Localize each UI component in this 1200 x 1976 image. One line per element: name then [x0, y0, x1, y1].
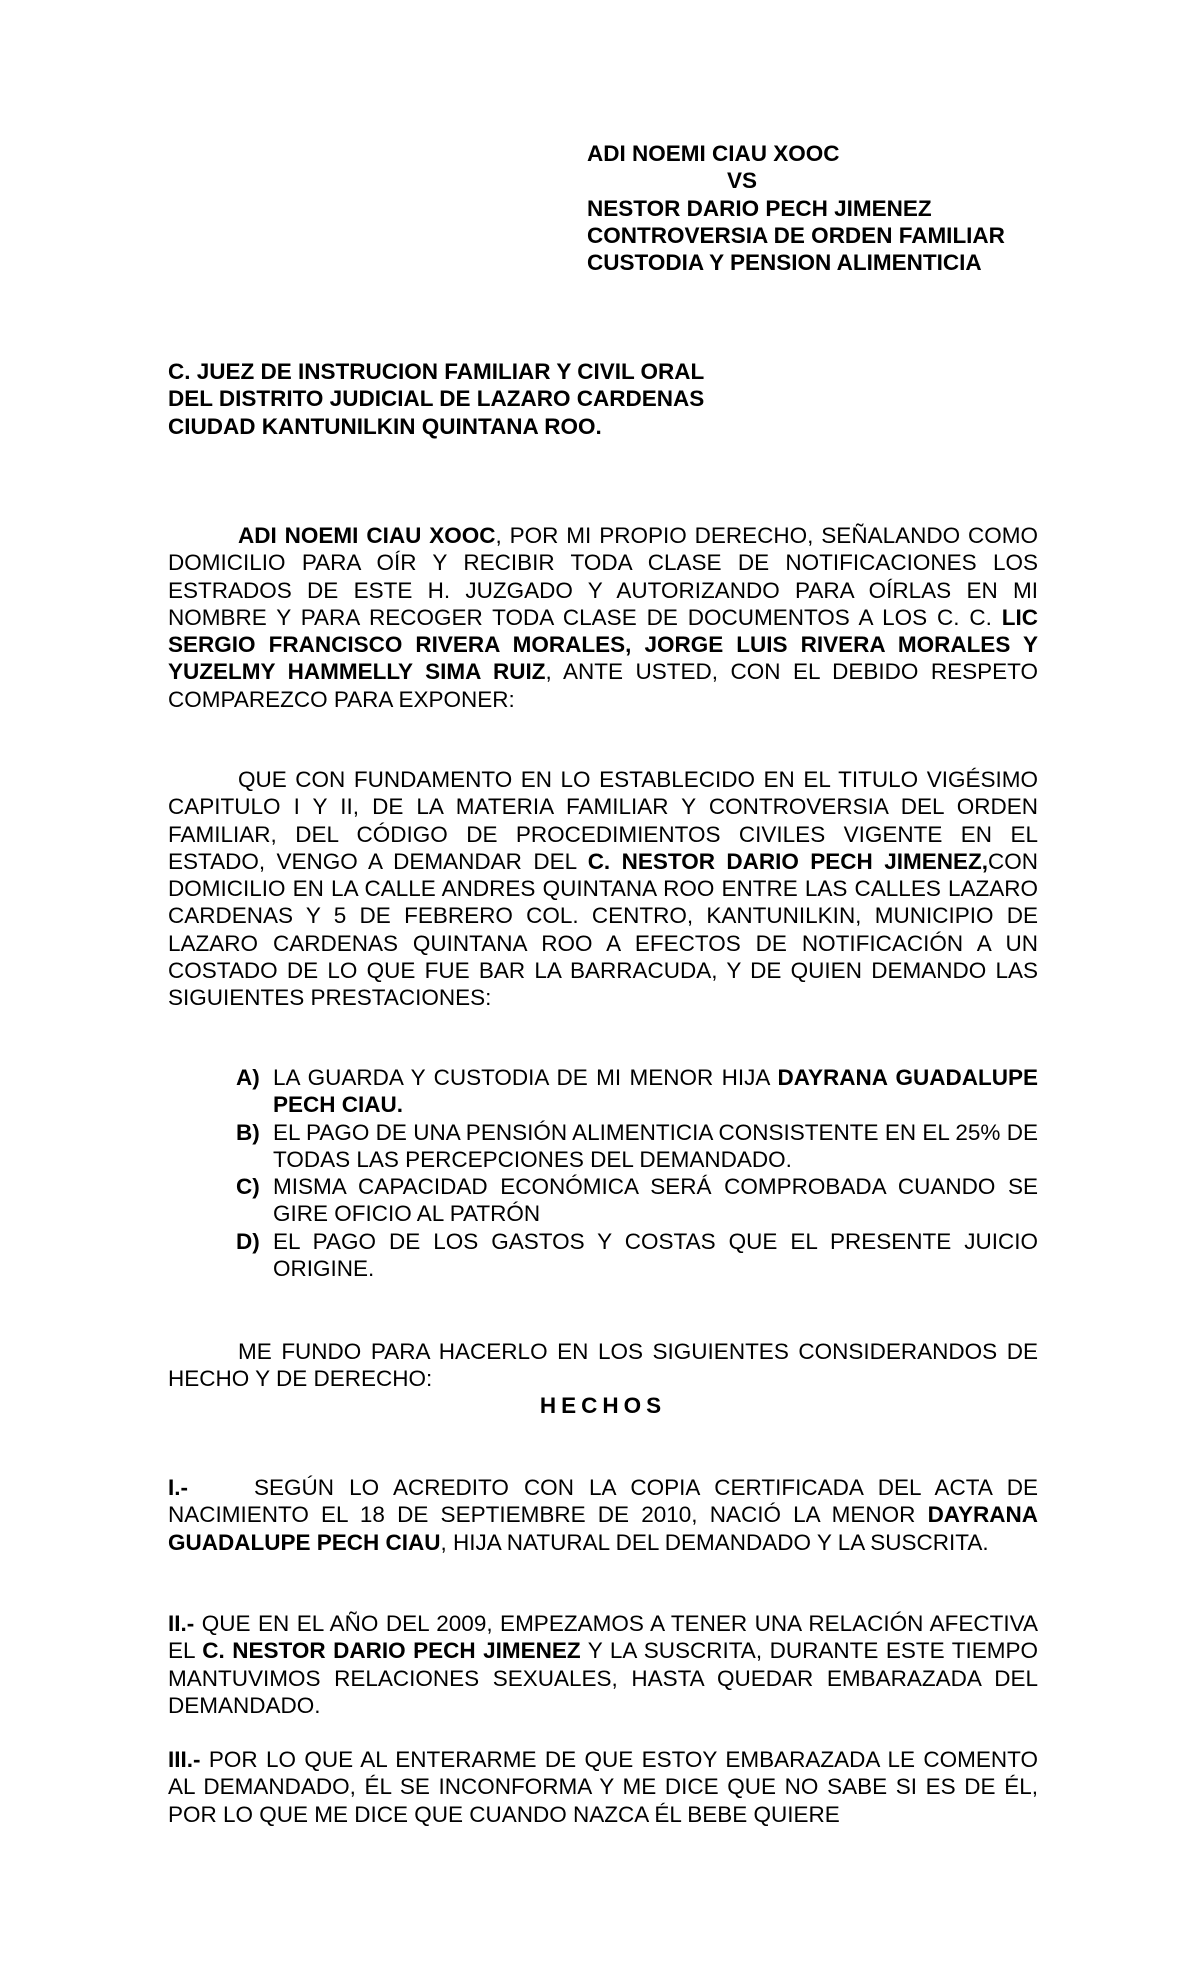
fundamento-text-2: CON DOMICILIO EN LA CALLE ANDRES QUINTANA ROO ENTRE LAS CALLES LAZARO CARDENAS Y 5 DE FEBRERO COL. CENTRO, KANTUNILKIN, MUNICIPIO DE LAZARO CARDENAS QUINTANA ROO A EFECTOS DE NOTIFICACIÓN A UN COSTADO DE LO QUE FUE BAR LA BARRACUDA, Y DE QUIEN DEMANDO LAS SIGUIENTES PRESTACIONES:	[168, 848, 1038, 1011]
list-item-text: LA GUARDA Y CUSTODIA DE MI MENOR HIJA	[273, 1065, 778, 1090]
list-item	[236, 1064, 1038, 1119]
addressee-line-1: C. JUEZ DE INSTRUCION FAMILIAR Y CIVIL ORAL	[168, 359, 705, 384]
intro-lawyers: LIC SERGIO FRANCISCO RIVERA MORALES, JORGE LUIS RIVERA MORALES Y YUZELMY HAMMELLY SIMA RUIZ	[168, 604, 1038, 685]
hecho-text-1: SEGÚN LO ACREDITO CON LA COPIA CERTIFICADA DEL ACTA DE NACIMIENTO EL 18 DE SEPTIEMBRE DE 2010, NACIÓ LA MENOR	[168, 1475, 1038, 1528]
hecho-text-2: , HIJA NATURAL DEL DEMANDADO Y LA SUSCRITA.	[440, 1529, 989, 1555]
hecho-2	[168, 1610, 1038, 1719]
list-item-bold: DAYRANA GUADALUPE PECH CIAU.	[273, 1065, 1038, 1118]
caption-proceeding: CONTROVERSIA DE ORDEN FAMILIAR	[587, 222, 1005, 248]
fundamento-defendant: C. NESTOR DARIO PECH JIMENEZ,	[587, 848, 988, 874]
caption-vs: VS	[727, 168, 758, 194]
hecho-text-2: Y LA SUSCRITA, DURANTE ESTE TIEMPO MANTUVIMOS RELACIONES SEXUALES, HASTA QUEDAR EMBARAZADA DEL DEMANDADO.	[168, 1638, 1038, 1718]
list-item-text: MISMA CAPACIDAD ECONÓMICA SERÁ COMPROBADA CUANDO SE GIRE OFICIO AL PATRÓN	[273, 1174, 1038, 1227]
list-marker: C)	[236, 1174, 260, 1200]
hecho-text-1: POR LO QUE AL ENTERARME DE QUE ESTOY EMBARAZADA LE COMENTO AL DEMANDADO, ÉL SE INCONFORMA Y ME DICE QUE NO SABE SI ES DE ÉL, POR LO QUE ME DICE QUE CUANDO NAZCA ÉL BEBE QUIERE	[168, 1747, 1038, 1827]
list-item-text: EL PAGO DE LOS GASTOS Y COSTAS QUE EL PRESENTE JUICIO ORIGINE.	[273, 1228, 1038, 1282]
prestaciones-list	[236, 1064, 1038, 1282]
fundo-text: ME FUNDO PARA HACERLO EN LOS SIGUIENTES CONSIDERANDOS DE HECHO Y DE DERECHO:	[168, 1339, 1038, 1392]
hecho-text-1: QUE EN EL AÑO DEL 2009, EMPEZAMOS A TENER UNA RELACIÓN AFECTIVA EL	[168, 1611, 1038, 1664]
fundamento-paragraph	[168, 766, 1038, 1012]
list-marker: A)	[236, 1065, 260, 1090]
addressee	[168, 358, 704, 440]
intro-name: ADI NOEMI CIAU XOOC	[238, 523, 496, 548]
list-marker: B)	[236, 1119, 260, 1145]
intro-text-2: , ANTE USTED, CON EL DEBIDO RESPETO COMPAREZCO PARA EXPONER:	[168, 659, 1038, 712]
hechos-heading: HECHOS	[539, 1393, 667, 1418]
intro-text-1: , POR MI PROPIO DERECHO, SEÑALANDO COMO DOMICILIO PARA OÍR Y RECIBIR TODA CLASE DE NOTIFICACIONES LOS ESTRADOS DE ESTE H. JUZGADO Y AUTORIZANDO PARA OÍRLAS EN MI NOMBRE Y PARA RECOGER TODA CLASE DE DOCUMENTOS A LOS C. C.	[168, 523, 1038, 630]
addressee-line-2: DEL DISTRITO JUDICIAL DE LAZARO CARDENAS	[168, 386, 705, 412]
caption-defendant: NESTOR DARIO PECH JIMENEZ	[587, 195, 932, 221]
hecho-numeral: II.-	[168, 1611, 195, 1636]
addressee-line-3: CIUDAD KANTUNILKIN QUINTANA ROO.	[168, 413, 602, 439]
list-marker: D)	[236, 1228, 260, 1254]
fundamento-text-1: QUE CON FUNDAMENTO EN LO ESTABLECIDO EN EL TITULO VIGÉSIMO CAPITULO I Y II, DE LA MATERIA FAMILIAR Y CONTROVERSIA DEL ORDEN FAMILIAR, DEL CÓDIGO DE PROCEDIMIENTOS CIVILES VIGENTE EN EL ESTADO, VENGO A DEMANDAR DEL	[168, 767, 1038, 874]
list-item	[236, 1173, 1038, 1228]
caption-plaintiff: ADI NOEMI CIAU XOOC	[587, 141, 840, 166]
list-item-text: EL PAGO DE UNA PENSIÓN ALIMENTICIA CONSISTENTE EN EL 25% DE TODAS LAS PERCEPCIONES DEL DEMANDADO.	[273, 1119, 1038, 1172]
hecho-3	[168, 1746, 1038, 1828]
hecho-numeral: I.-	[168, 1475, 188, 1500]
fundo-paragraph	[168, 1338, 1038, 1393]
list-item	[236, 1228, 1038, 1283]
case-caption	[587, 140, 1005, 276]
hecho-bold: DAYRANA GUADALUPE PECH CIAU	[168, 1502, 1038, 1555]
hecho-numeral: III.-	[168, 1747, 201, 1772]
list-item	[236, 1119, 1038, 1174]
intro-paragraph	[168, 522, 1038, 713]
caption-subject: CUSTODIA Y PENSION ALIMENTICIA	[587, 250, 982, 276]
hecho-bold: C. NESTOR DARIO PECH JIMENEZ	[202, 1638, 581, 1664]
hecho-1	[168, 1474, 1038, 1556]
